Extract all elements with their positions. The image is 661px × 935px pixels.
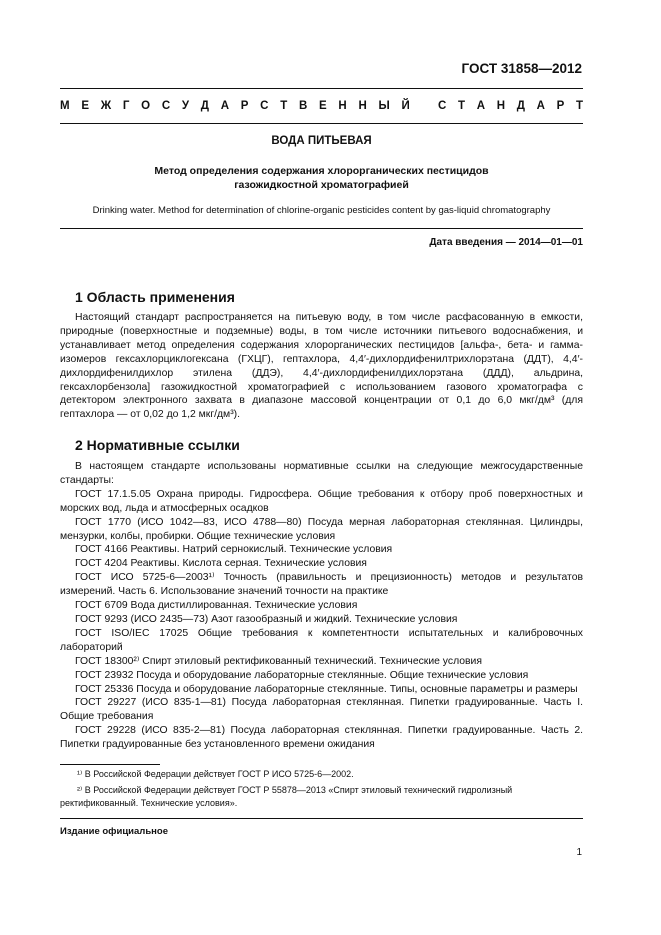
standard-type-line [60, 100, 583, 112]
footnote-1: ¹⁾ В Российской Федерации действует ГОСТ Р ИСО 5725-6—2002. [77, 769, 354, 779]
letter: А [476, 100, 486, 112]
header-rule-top [60, 88, 583, 89]
letter: С [438, 100, 447, 112]
header-rule-bottom [60, 123, 583, 124]
subtitle-line-1: Метод определения содержания хлорорганических пестицидов [154, 165, 489, 177]
reference-item: ГОСТ ISO/IEC 17025 Общие требования к компетентности испытательных и калибровочных лабораторий [60, 627, 583, 653]
letter: Д [516, 100, 525, 112]
document-subtitle [60, 164, 583, 192]
references-intro: В настоящем стандарте использованы нормативные ссылки на следующие межгосударственные стандарты: [60, 461, 583, 486]
reference-item: ГОСТ 17.1.5.05 Охрана природы. Гидросфера. Общие требования к отбору проб поверхностных и морских вод, льда и атмосферных осадков [60, 488, 583, 514]
letter: А [536, 100, 545, 112]
letter: Н [338, 100, 347, 112]
letter: А [220, 100, 230, 112]
letter: С [260, 100, 269, 112]
letter: Ж [100, 100, 112, 112]
letter: Т [458, 100, 466, 112]
document-title: ВОДА ПИТЬЕВАЯ [271, 135, 372, 147]
reference-item: ГОСТ ИСО 5725-6—2003¹⁾ Точность (правильность и прецизионность) методов и результатов измерений. Часть 6. Использование значений точности на практике [60, 572, 583, 598]
reference-item: ГОСТ 29228 (ИСО 835-2—81) Посуда лабораторная стеклянная. Пипетки градуированные. Часть 2. Пипетки градуированные без установленного времени ожидания [60, 725, 583, 751]
letter: Т [575, 100, 583, 112]
reference-item: ГОСТ 6709 Вода дистиллированная. Технические условия [75, 600, 358, 612]
letter: Ы [378, 100, 390, 112]
subtitle-line-2: газожидкостной хроматографией [234, 179, 409, 191]
section-2-body [60, 460, 583, 752]
footer-rule [60, 818, 583, 819]
reference-item: ГОСТ 29227 (ИСО 835-1—81) Посуда лабораторная стеклянная. Пипетки градуированные. Часть I. Общие требования [60, 697, 583, 723]
letter: О [141, 100, 151, 112]
letter: Е [81, 100, 89, 112]
reference-item: ГОСТ 4166 Реактивы. Натрий сернокислый. Технические условия [75, 544, 393, 556]
letter: В [298, 100, 308, 112]
footnotes [60, 768, 583, 813]
letter: М [60, 100, 70, 112]
standard-type-word2 [438, 100, 583, 112]
section-2-heading: 2 Нормативные ссылки [75, 437, 240, 453]
standard-type-word1 [60, 100, 410, 112]
letter: Р [556, 100, 565, 112]
reference-item: ГОСТ 23932 Посуда и оборудование лабораторные стеклянные. Общие технические условия [75, 669, 529, 681]
title-rule [60, 228, 583, 229]
official-edition-label: Издание официальное [60, 826, 168, 837]
section-1-body [60, 311, 583, 422]
reference-item: ГОСТ 25336 Посуда и оборудование лабораторные стеклянные. Типы, основные параметры и размеры [75, 683, 578, 695]
letter: Н [358, 100, 367, 112]
reference-item: ГОСТ 1770 (ИСО 1042—83, ИСО 4788—80) Посуда мерная лабораторная стеклянная. Цилиндры, мензурки, колбы, пробирки. Общие технические условия [60, 516, 583, 542]
letter: Е [319, 100, 327, 112]
footnote-separator [60, 764, 160, 765]
reference-item: ГОСТ 18300²⁾ Спирт этиловый ректификованный технический. Технические условия [75, 655, 482, 667]
footnote-2: ²⁾ В Российской Федерации действует ГОСТ Р 55878—2013 «Спирт этиловый технический гидролизный ректификованный. Технические условия». [60, 785, 513, 808]
letter: Н [496, 100, 506, 112]
letter: Р [240, 100, 249, 112]
letter: С [161, 100, 171, 112]
letter: У [181, 100, 190, 112]
document-code: ГОСТ 31858—2012 [461, 61, 582, 76]
reference-item: ГОСТ 9293 (ИСО 2435—73) Азот газообразный и жидкий. Технические условия [75, 613, 458, 625]
letter: Д [200, 100, 209, 112]
letter: Й [401, 100, 410, 112]
section-1-heading: 1 Область применения [75, 289, 235, 305]
letter: Т [280, 100, 288, 112]
section-1-paragraph: Настоящий стандарт распространяется на питьевую воду, в том числе расфасованную в емкости, природные (поверхностные и подземные) воды, в том числе источники питьевого водоснабжения, и устанавливает метод определения содержания хлорорганических пестицидов [альфа-, бета- и гамма-изомеров гексахлорциклогексана (ГХЦГ), гептахлора, 4,4′-дихлордифенилтрихлорэтана (ДДТ), 4,4′-дихлордифенилдихлор этилена (ДДЭ), 4,4′-дихлордифенилдихлорэтана (ДДД), альдрина, гексахлорбензола] газожидкостной хроматографией с использованием газового хроматографа с детектором электронного захвата в диапазоне массовой концентрации от 0,1 до 6,0 мкг/дм³ (для гептахлора — от 0,02 до 1,2 мкг/дм³). [60, 312, 583, 421]
introduction-date: Дата введения — 2014—01—01 [429, 237, 583, 248]
reference-item: ГОСТ 4204 Реактивы. Кислота серная. Технические условия [75, 558, 367, 570]
letter: Г [122, 100, 130, 112]
english-title: Drinking water. Method for determination of chlorine-organic pesticides content by gas-liquid chromatography [92, 205, 551, 216]
page-number: 1 [576, 847, 582, 858]
